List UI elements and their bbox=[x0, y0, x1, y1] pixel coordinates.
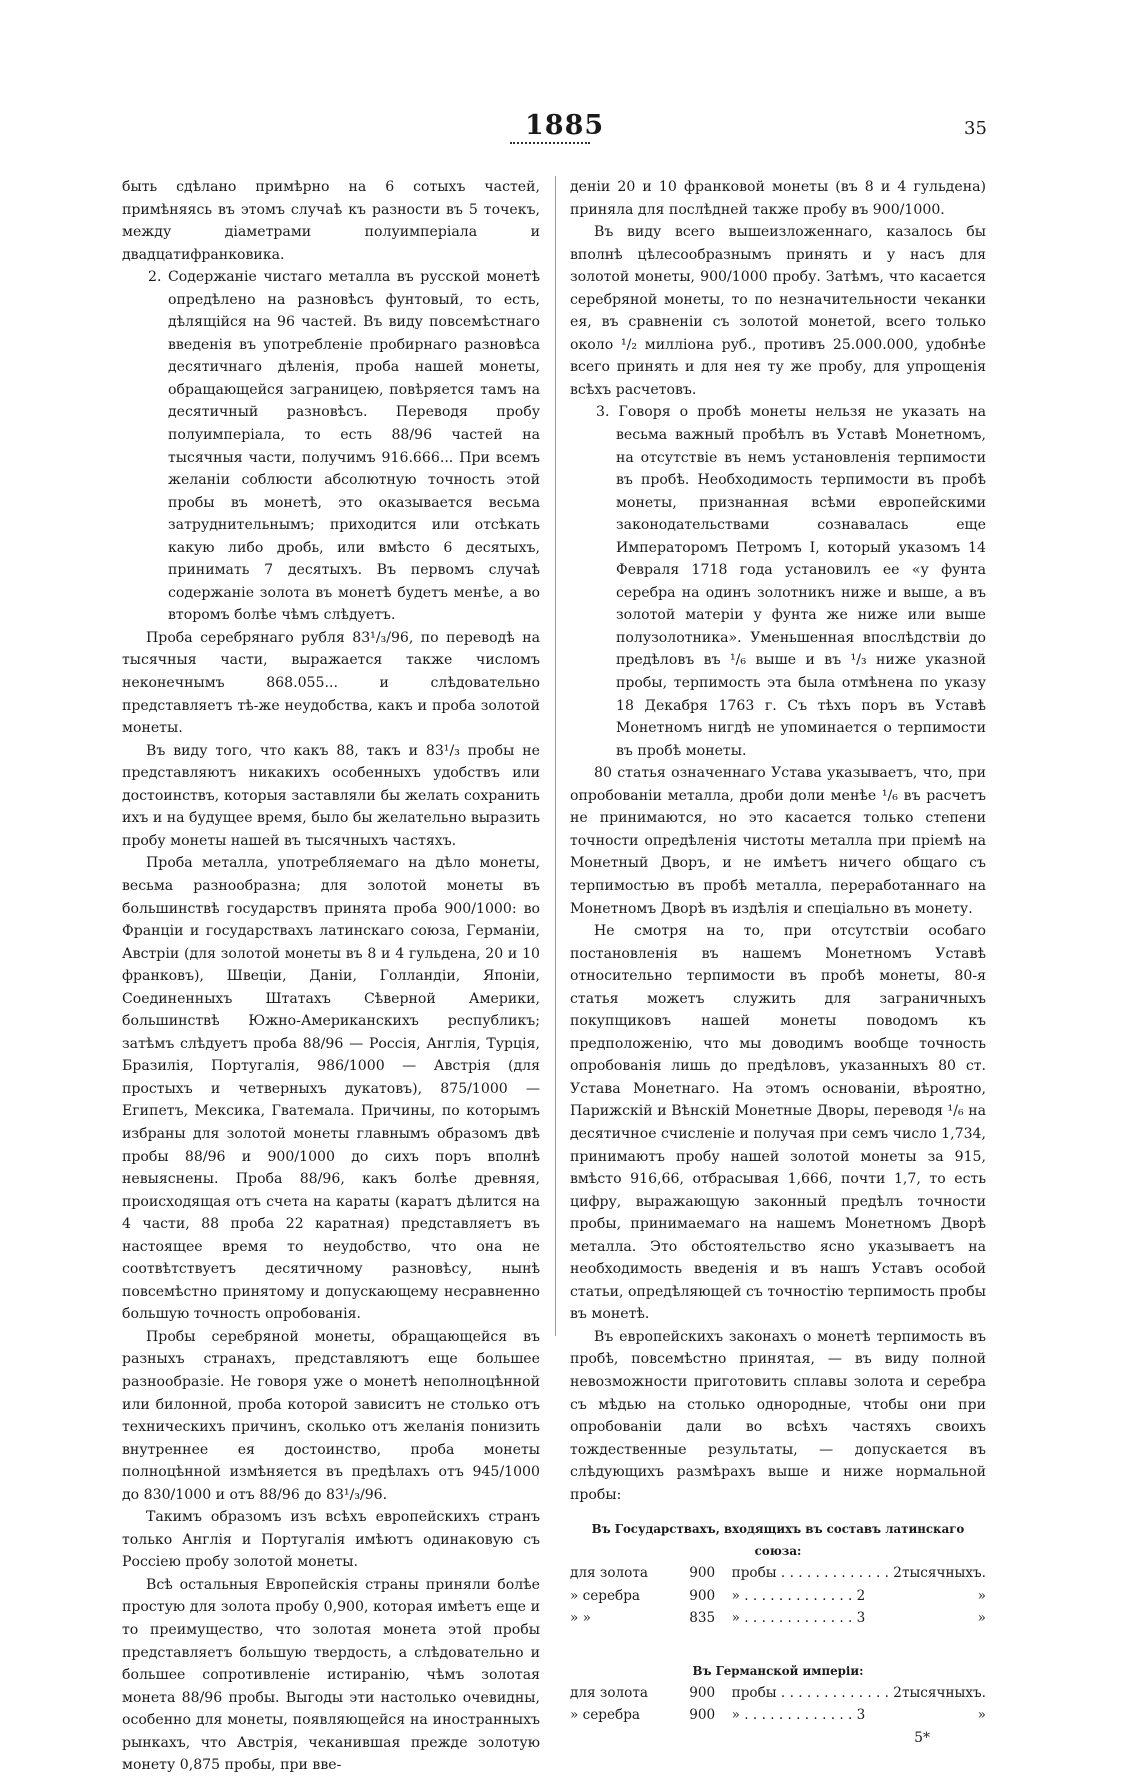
table-cell: для золота bbox=[570, 1565, 648, 1582]
paragraph: Всѣ остальныя Европейскія страны приняли болѣе простую для золота пробу 0,900, которая имѣетъ еще и то преимущество, что золотая монета этой пробы представляетъ большую твердость, а слѣдовательно и большее сопротивленіе истиранію, чѣмъ золотая монета 88/96 пробы. Выгоды эти настолько очевидны, особенно для монеты, появляющейся на иностранныхъ рынкахъ, что Австрія, чеканившая прежде золотую монету 0,875 пробы, при вве- bbox=[122, 1576, 540, 1774]
table-cell: пробы . . . . . . . . . . . . . 2 bbox=[731, 1565, 902, 1582]
numbered-paragraph: 2. Содержаніе чистаго металла въ русской монетѣ опредѣлено на разновѣсъ фунтовый, то есть, дѣлящійся на 96 частей. Въ виду повсемѣстнаго введенія въ употребленіе пробирнаго разновѣса десятичнаго дѣленія, проба нашей монеты, обращающейся заграницею, повѣряется тамъ на десятичный разновѣсъ. Переводя пробу полуимперіала, то есть 88/96 частей на тысячныя части, получимъ 916.666... При всемъ желаніи соблюсти абсолютную точность этой пробы въ монетѣ, это оказывается весьма затруднительнымъ; приходится или отсѣкать какую либо дробь, или вмѣсто 6 десятыхъ, принимать 7 десятыхъ. Въ первомъ случаѣ содержаніе золота въ монетѣ будетъ менѣе, а во второмъ болѣе чѣмъ слѣдуетъ. bbox=[148, 269, 540, 624]
paragraph: Такимъ образомъ изъ всѣхъ европейскихъ странъ только Англія и Португалія имѣютъ одинаковую съ Россіею пробу золотой монеты. bbox=[122, 1509, 540, 1571]
table-cell: » серебра bbox=[570, 1587, 641, 1604]
table-row bbox=[570, 1562, 986, 1585]
paragraph: Проба металла, употребляемаго на дѣло монеты, весьма разнообразна; для золотой монеты въ большинствѣ государствъ принята проба 900/1000: во Франціи и государствахъ латинскаго союза, Германіи, Австріи (для золотой монеты въ 8 и 4 гульдена, 20 и 10 франковъ), Швеціи, Даніи, Голландіи, Японіи, Соединенныхъ Штатахъ Сѣверной Америки, большинствѣ Южно-Американскихъ республикъ; затѣмъ слѣдуетъ проба 88/96 — Россія, Англія, Турція, Бразилія, Португалія, 986/1000 — Австрія (для простыхъ и четверныхъ дукатовъ), 875/1000 — Египетъ, Мексика, Гватемала. Причины, по которымъ избраны для золотой монеты главнымъ образомъ двѣ пробы 88/96 и 900/1000 до сихъ поръ вполнѣ невыяснены. Проба 88/96, какъ болѣе древняя, происходящая отъ счета на караты (каратъ дѣлится на 4 части, 88 проба 22 каратная) представляетъ въ настоящее время то неудобство, что она не соотвѣтствуетъ десятичному разновѣсу, нынѣ повсемѣстно принятому и допускающему несравненно большую точность опробованія. bbox=[122, 855, 540, 1323]
paragraph: Въ виду того, что какъ 88, такъ и 83¹/₃ пробы не представляютъ никакихъ особенныхъ удобствъ или достоинствъ, которыя заставляли бы желать сохранить ихъ и на будущее время, было бы желательно выразить пробу монеты нашей въ тысячныхъ частяхъ. bbox=[122, 742, 540, 849]
table-cell: » . . . . . . . . . . . . . 3 bbox=[731, 1610, 866, 1627]
tolerance-table-latin-union bbox=[570, 1562, 986, 1630]
table-title-latin-union: Въ Государствахъ, входящихъ въ составъ латинскаго союза: bbox=[591, 1522, 965, 1559]
table-cell: 900 bbox=[689, 1684, 716, 1701]
table-cell: » » bbox=[570, 1610, 591, 1627]
table-cell: » . . . . . . . . . . . . . 2 bbox=[731, 1587, 866, 1604]
table-cell: для золота bbox=[570, 1684, 648, 1701]
table-cell: пробы . . . . . . . . . . . . . 2 bbox=[731, 1684, 902, 1701]
tolerance-table-german-empire bbox=[570, 1682, 986, 1727]
table-cell: 900 bbox=[689, 1587, 716, 1604]
table-cell: 900 bbox=[689, 1565, 716, 1582]
table-cell: 835 bbox=[689, 1610, 716, 1627]
paragraph: Пробы серебряной монеты, обращающейся въ разныхъ странахъ, представляютъ еще большее разнообразіе. Не говоря уже о монетѣ неполноцѣнной или билонной, проба которой зависитъ не столько отъ техническихъ причинъ, сколько отъ желанія понизить внутреннее ея достоинство, проба монеты полноцѣнной измѣняется въ предѣлахъ отъ 945/1000 до 830/1000 и отъ 88/96 до 83¹/₃/96. bbox=[122, 1328, 540, 1503]
paragraph: 80 статья означеннаго Устава указываетъ, что, при опробованіи металла, дроби доли менѣе ¹/₆ въ расчетъ не принимаются, но это касается только степени точности опредѣленія чистоты металла при пріемѣ на Монетный Дворъ, и не имѣетъ ничего общаго съ терпимостью въ пробѣ металла, переработаннаго на Монетномъ Дворѣ въ издѣлія и спеціально въ монету. bbox=[570, 765, 986, 917]
table-cell: » серебра bbox=[570, 1707, 641, 1724]
paragraph: быть сдѣлано примѣрно на 6 сотыхъ частей, примѣняясь въ этомъ случаѣ къ разности въ 5 точекъ, между діаметрами полуимперіала и двадцатифранковика. bbox=[122, 179, 540, 263]
paragraph: Въ европейскихъ законахъ о монетѣ терпимость въ пробѣ, повсемѣстно принятая, — въ виду полной невозможности приготовить сплавы золота и серебра съ мѣдью на столько однородные, чтобы они при опробованіи дали во всѣхъ частяхъ своихъ тождественные результаты, — допускается въ слѣдующихъ размѣрахъ выше и ниже нормальной пробы: bbox=[570, 1328, 986, 1503]
table-row bbox=[570, 1682, 986, 1705]
paragraph: Въ виду всего вышеизложеннаго, казалось бы вполнѣ цѣлесообразнымъ принять и у насъ для золотой монеты, 900/1000 пробу. Затѣмъ, что касается серебряной монеты, то по незначительности чеканки ея, въ сравненіи съ золотой монетой, всего только около ¹/₂ милліона руб., противъ 25.000.000, удобнѣе всего принять и для нея ту же пробу, для упрощенія всѣхъ расчетовъ. bbox=[570, 224, 986, 398]
table-cell: » . . . . . . . . . . . . . 3 bbox=[731, 1707, 866, 1724]
ornamental-rule bbox=[510, 142, 590, 144]
table-row bbox=[570, 1585, 986, 1608]
paragraph: деніи 20 и 10 франковой монеты (въ 8 и 4 гульдена) приняла для послѣдней также пробу въ 900/1000. bbox=[570, 179, 986, 218]
table-row bbox=[570, 1607, 986, 1630]
paragraph: Не смотря на то, при отсутствіи особаго постановленія въ нашемъ Монетномъ Уставѣ относительно терпимости въ пробѣ монеты, 80-я статья можетъ служить для заграничныхъ покупщиковъ нашей монеты поводомъ къ предположенію, что мы доводимъ вообще точность опробованія лишь до предѣловъ, указанныхъ 80 ст. Устава Монетнаго. На этомъ основаніи, вѣроятно, Парижскій и Вѣнскій Монетные Дворы, переводя ¹/₆ на десятичное счисленіе и получая при семъ число 1,734, принимаютъ пробу нашей золотой монеты за 915, вмѣсто 916,66, отбрасывая 1,666, почти 1,7, то есть цифру, выражающую законный предѣлъ точности пробы, принимаемаго на нашемъ Монетномъ Дворѣ металла. Это обстоятельство ясно указываетъ на необходимость введенія и въ нашъ Уставъ особой статьи, опредѣляющей съ точностію терпимость пробы въ монетѣ. bbox=[570, 923, 986, 1323]
table-cell: тысячныхъ. bbox=[901, 1565, 986, 1582]
table-row bbox=[570, 1704, 986, 1727]
paragraph: Проба серебрянаго рубля 83¹/₃/96, по переводѣ на тысячныя части, выражается также числомъ неконечнымъ 868.055... и слѣдовательно представляетъ тѣ-же неудобства, какъ и проба золотой монеты. bbox=[122, 629, 540, 737]
table-cell: тысячныхъ. bbox=[901, 1684, 986, 1701]
table-cell: 900 bbox=[689, 1707, 716, 1724]
left-column bbox=[122, 176, 540, 1777]
table-title-german-empire: Въ Германской имперіи: bbox=[692, 1663, 864, 1678]
page-number: 35 bbox=[964, 118, 987, 139]
table-cell: » bbox=[977, 1707, 986, 1724]
table-cell: » bbox=[977, 1587, 986, 1604]
column-divider bbox=[555, 176, 556, 1336]
right-column bbox=[570, 176, 986, 1750]
running-head-year: 1885 bbox=[525, 110, 605, 141]
signature-mark: 5* bbox=[914, 1730, 930, 1746]
numbered-paragraph: 3. Говоря о пробѣ монеты нельзя не указать на весьма важный пробѣлъ въ Уставѣ Монетномъ, на отсутствіе въ немъ установленія терпимости въ пробѣ. Необходимость терпимости въ пробѣ монеты, признанная всѣми европейскими законодательствами сознавалась еще Императоромъ Петромъ I, который указомъ 14 Февраля 1718 года установилъ ее «у фунта серебра на одинъ золотникъ ниже и выше, а въ золотой матеріи у фунта же ниже или выше полузолотника». Уменьшенная впослѣдствіи до предѣловъ въ ¹/₆ выше и въ ¹/₃ ниже указной пробы, терпимость эта была отмѣнена по указу 18 Декабря 1763 г. Съ тѣхъ поръ въ Уставѣ Монетномъ нигдѣ не упоминается о терпимости въ пробѣ монеты. bbox=[596, 404, 986, 759]
table-cell: » bbox=[977, 1610, 986, 1627]
